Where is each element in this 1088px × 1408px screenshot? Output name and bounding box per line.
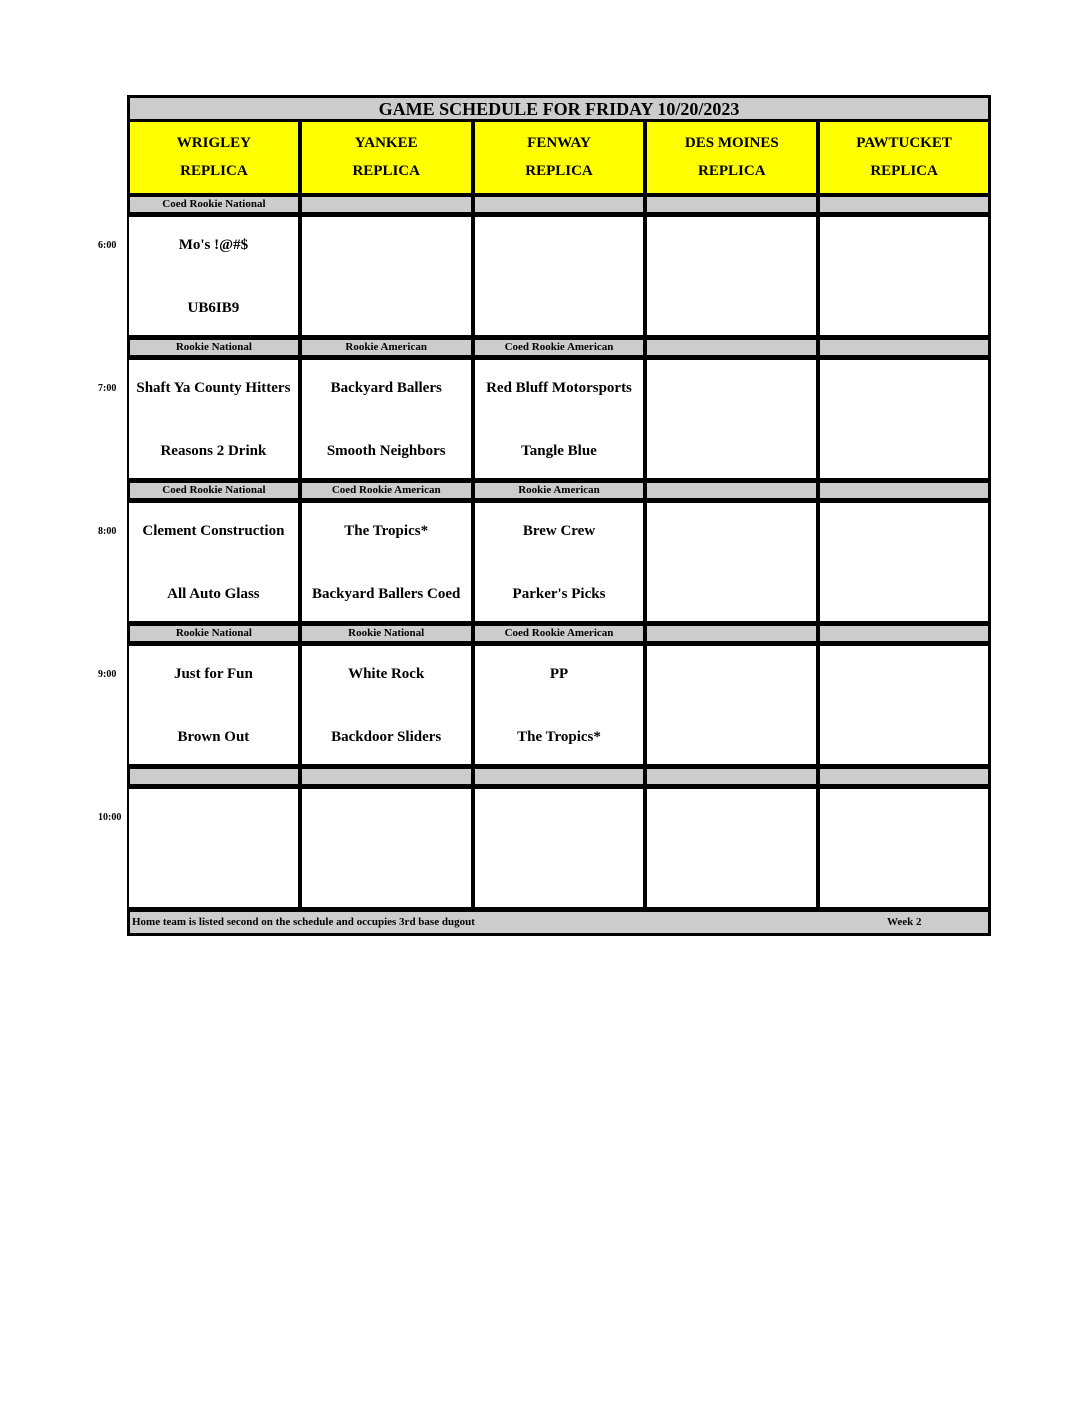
home-team: Tangle Blue [521,443,597,459]
away-team: Mo's !@#$ [178,237,249,253]
field-header-des-moines [645,121,818,195]
time-label: 7:00 [98,383,117,394]
division-label: Coed Rookie National [127,481,300,500]
division-label [473,767,646,786]
field-name: DES MOINES [684,135,779,151]
game-cell [818,786,991,910]
game-cell [300,500,473,624]
division-row [127,338,991,357]
game-cell [818,500,991,624]
division-label [818,195,991,214]
division-row [127,767,991,786]
schedule-title: GAME SCHEDULE FOR FRIDAY 10/20/2023 [127,95,991,121]
home-team: Brown Out [177,729,250,745]
field-header-row [127,121,991,195]
game-cell [127,500,300,624]
game-cell [818,357,991,481]
division-label [473,195,646,214]
field-header-yankee [300,121,473,195]
field-sub: REPLICA [698,163,766,179]
division-label [645,338,818,357]
time-label: 10:00 [98,812,122,823]
home-team: Parker's Picks [512,586,606,602]
division-label [645,624,818,643]
game-cell [473,786,646,910]
field-name: WRIGLEY [176,135,251,151]
time-slot-row [98,357,991,481]
division-row [127,481,991,500]
game-cell [127,357,300,481]
time-slot-row [98,786,991,910]
away-team: White Rock [348,666,425,682]
game-cell [300,214,473,338]
division-label: Coed Rookie American [300,481,473,500]
away-team: The Tropics* [344,523,429,539]
field-sub: REPLICA [180,163,248,179]
home-team: UB6IB9 [187,300,240,316]
game-cell [818,214,991,338]
home-team-note: Home team is listed second on the schedule and occupies 3rd base dugout [132,916,475,928]
game-cell [300,786,473,910]
home-team: Backdoor Sliders [331,729,442,745]
away-team: Brew Crew [522,523,596,539]
field-name: FENWAY [527,135,591,151]
division-label [645,195,818,214]
division-label: Rookie National [127,624,300,643]
division-label [818,624,991,643]
game-cell [645,357,818,481]
time-slots [98,195,991,910]
field-name: YANKEE [354,135,418,151]
field-sub: REPLICA [352,163,420,179]
game-cell [127,786,300,910]
game-cell [645,643,818,767]
division-label [300,767,473,786]
time-slot-row [98,214,991,338]
division-label: Rookie American [473,481,646,500]
away-team: Just for Fun [173,666,253,682]
time-label: 6:00 [98,240,117,251]
field-header-wrigley [127,121,300,195]
division-label: Coed Rookie National [127,195,300,214]
schedule-table [98,95,991,936]
game-cell [645,500,818,624]
home-team: Reasons 2 Drink [160,443,267,459]
time-label: 9:00 [98,669,117,680]
away-team: PP [549,666,569,682]
field-header-pawtucket [818,121,991,195]
division-label [818,338,991,357]
division-row [127,195,991,214]
game-cell [645,786,818,910]
division-label: Coed Rookie American [473,338,646,357]
away-team: Backyard Ballers [330,380,442,396]
game-cell [473,500,646,624]
division-label [127,767,300,786]
game-cell [127,643,300,767]
field-name: PAWTUCKET [856,135,952,151]
division-label: Rookie National [127,338,300,357]
schedule-footer [127,910,991,936]
division-label [645,767,818,786]
away-team: Shaft Ya County Hitters [136,380,291,396]
week-label: Week 2 [887,916,922,928]
division-label [818,767,991,786]
game-cell [300,357,473,481]
away-team: Red Bluff Motorsports [486,380,632,396]
field-sub: REPLICA [870,163,938,179]
game-cell [473,643,646,767]
home-team: Backyard Ballers Coed [312,586,461,602]
field-header-fenway [473,121,646,195]
division-label: Rookie National [300,624,473,643]
game-cell [127,214,300,338]
time-slot-row [98,643,991,767]
game-cell [645,214,818,338]
home-team: All Auto Glass [167,586,260,602]
time-label: 8:00 [98,526,117,537]
division-label [818,481,991,500]
game-cell [473,357,646,481]
division-label [300,195,473,214]
game-cell [473,214,646,338]
division-label: Coed Rookie American [473,624,646,643]
home-team: Smooth Neighbors [326,443,446,459]
division-label: Rookie American [300,338,473,357]
game-cell [818,643,991,767]
division-row [127,624,991,643]
division-label [645,481,818,500]
away-team: Clement Construction [142,523,285,539]
game-cell [300,643,473,767]
home-team: The Tropics* [517,729,601,745]
field-sub: REPLICA [525,163,593,179]
time-slot-row [98,500,991,624]
